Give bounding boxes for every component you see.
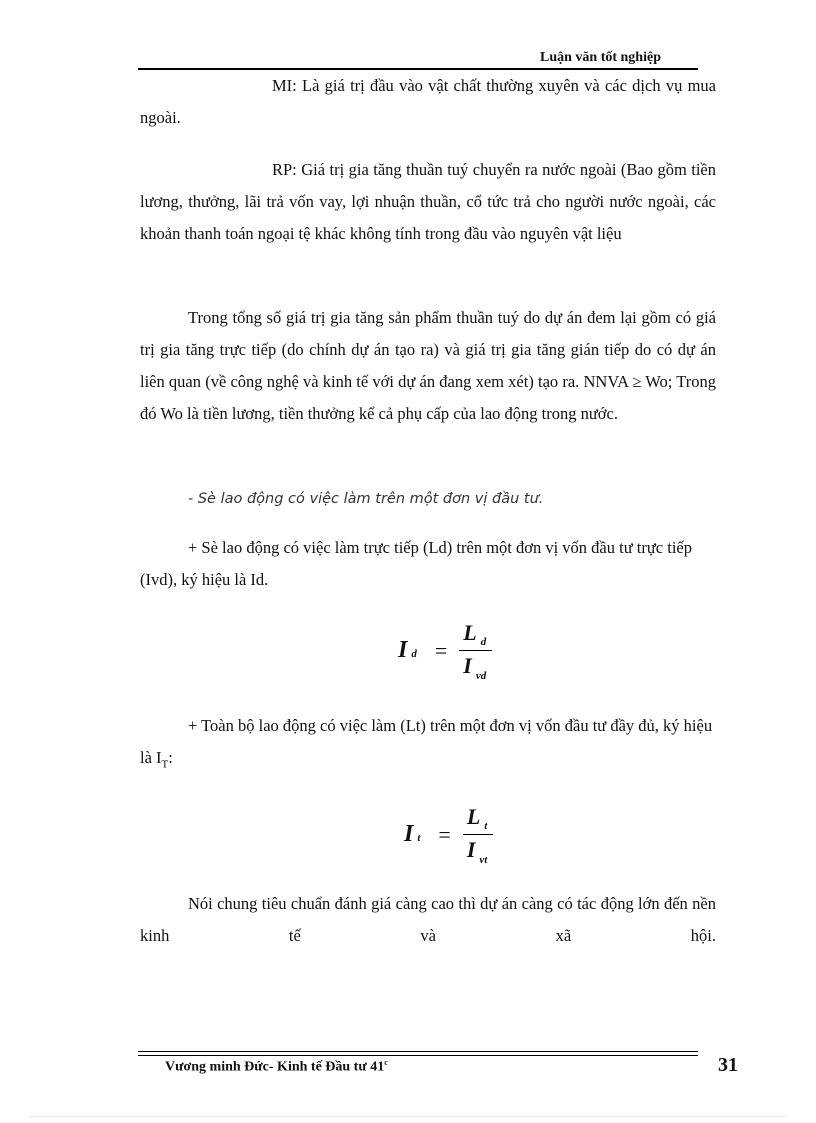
formula-it xyxy=(404,804,493,866)
formula-id-equals: = xyxy=(434,637,448,663)
footer-rule-top xyxy=(138,1051,698,1052)
formula-it-lhs: I t xyxy=(404,821,421,848)
formula-id-lhs: I d xyxy=(398,637,417,664)
formula-it-denominator: I $_{vt}$ xyxy=(466,837,488,866)
paragraph-rp: RP: Giá trị gia tăng thuần tuý chuyển ra nước ngoài (Bao gồm tiền lương, thưởng, lãi trả vốn vay, lợi nhuận thuần, cổ tức trả cho người nước ngoài, các khoản thanh toán ngoại tệ khác không tính trong đầu vào nguyên vật liệu xyxy=(140,160,716,243)
paragraph-total-labor: + Toàn bộ lao động có việc làm (Lt) trên một đơn vị vốn đầu tư đầy đủ, ký hiệu là $I_T$: xyxy=(140,716,713,771)
formula-id xyxy=(398,620,492,682)
page-number: 31 xyxy=(718,1054,738,1076)
formula-id-numerator: L $_d$ xyxy=(459,620,492,651)
paragraph-direct-labor: + Sè lao động có việc làm trực tiếp (Ld) trên một đơn vị vốn đầu tư trực tiếp (Ivd), ký hiệu là Id. xyxy=(140,538,692,589)
footer-rule-bottom xyxy=(138,1055,698,1056)
paragraph-mi: MI: Là giá trị đầu vào vật chất thường xuyên và các dịch vụ mua ngoài. xyxy=(140,76,716,127)
paragraph-value-added: Trong tổng số giá trị gia tăng sản phẩm thuần tuý do dự án đem lại gồm có giá trị gia tăng trực tiếp (do chính dự án tạo ra) và giá trị gia tăng gián tiếp do có dự án liên quan (về công nghệ và kinh tế với dự án đang xem xét) tạo ra. NNVA ≥ Wo; Trong đó Wo là tiền lương, tiền thưởng kể cả phụ cấp của lao động trong nước. xyxy=(140,308,716,423)
page-bottom-border xyxy=(30,1116,786,1117)
paragraph-labor-heading: - Sè lao động có việc làm trên một đơn vị đầu tư. xyxy=(188,491,544,507)
formula-id-fraction xyxy=(459,620,492,682)
formula-it-numerator: L $_t$ xyxy=(463,804,494,835)
footer-author: Vương minh Đức- Kinh tế Đầu tư 41$^c$ xyxy=(165,1058,388,1075)
formula-id-denominator: I $_{vd}$ xyxy=(463,653,487,682)
formula-it-equals: = xyxy=(438,821,451,847)
formula-it-fraction xyxy=(463,804,494,866)
paragraph-conclusion: Nói chung tiêu chuẩn đánh giá càng cao thì dự án càng có tác động lớn đến nền kinh tế và xã hội. xyxy=(140,894,716,945)
header-title: Luận văn tốt nghiệp xyxy=(540,50,661,65)
